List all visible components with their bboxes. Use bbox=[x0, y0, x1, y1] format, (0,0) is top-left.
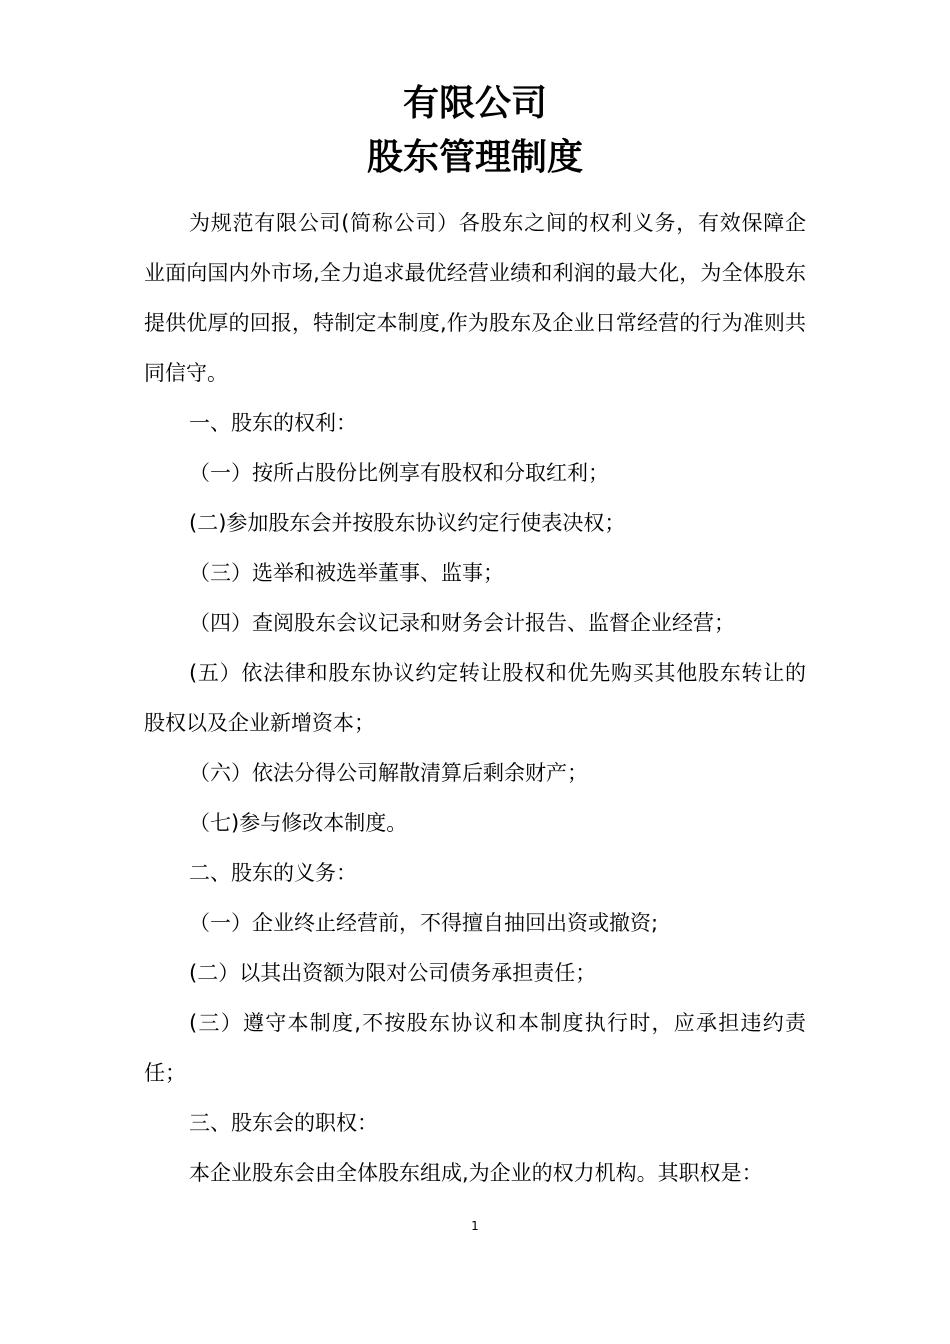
obligations-item-1: （一）企业终止经营前，不得擅自抽回出资或撤资; bbox=[189, 911, 659, 935]
document-title-company: 有限公司 bbox=[402, 83, 547, 124]
document-title-main: 股东管理制度 bbox=[366, 137, 583, 178]
section-heading-rights: 一、股东的权利： bbox=[189, 411, 357, 435]
intro-paragraph: 为规范有限公司(简称公司）各股东之间的权利义务，有效保障企业面向国内外市场,全力追求最优经营业绩和利润的最大化，为全体股东提供优厚的回报，特制定本制度,作为股东及企业日常经营的行为准则共同信守。 bbox=[144, 211, 806, 385]
section-heading-obligations: 二、股东的义务： bbox=[189, 861, 357, 885]
rights-item-5: (五）依法律和股东协议约定转让股权和优先购买其他股东转让的股权以及企业新增资本； bbox=[144, 661, 806, 735]
obligations-item-2: (二）以其出资额为限对公司债务承担责任； bbox=[189, 961, 597, 985]
meeting-powers-intro: 本企业股东会由全体股东组成,为企业的权力机构。其职权是： bbox=[189, 1161, 763, 1185]
document-body bbox=[144, 198, 806, 1198]
rights-item-1: （一）按所占股份比例享有股权和分取红利； bbox=[189, 461, 609, 485]
rights-item-2: (二)参加股东会并按股东协议约定行使表决权； bbox=[189, 511, 626, 535]
rights-item-3: （三）选举和被选举董事、监事； bbox=[189, 561, 504, 585]
rights-item-4: （四）查阅股东会议记录和财务会计报告、监督企业经营； bbox=[189, 611, 735, 635]
obligations-item-3: (三）遵守本制度,不按股东协议和本制度执行时，应承担违约责任； bbox=[144, 1011, 806, 1085]
rights-item-6: （六）依法分得公司解散清算后剩余财产； bbox=[189, 761, 588, 785]
rights-item-7: （七)参与修改本制度。 bbox=[189, 811, 408, 835]
page-number: 1 bbox=[471, 1219, 479, 1233]
section-heading-meeting-powers: 三、股东会的职权： bbox=[189, 1111, 378, 1135]
